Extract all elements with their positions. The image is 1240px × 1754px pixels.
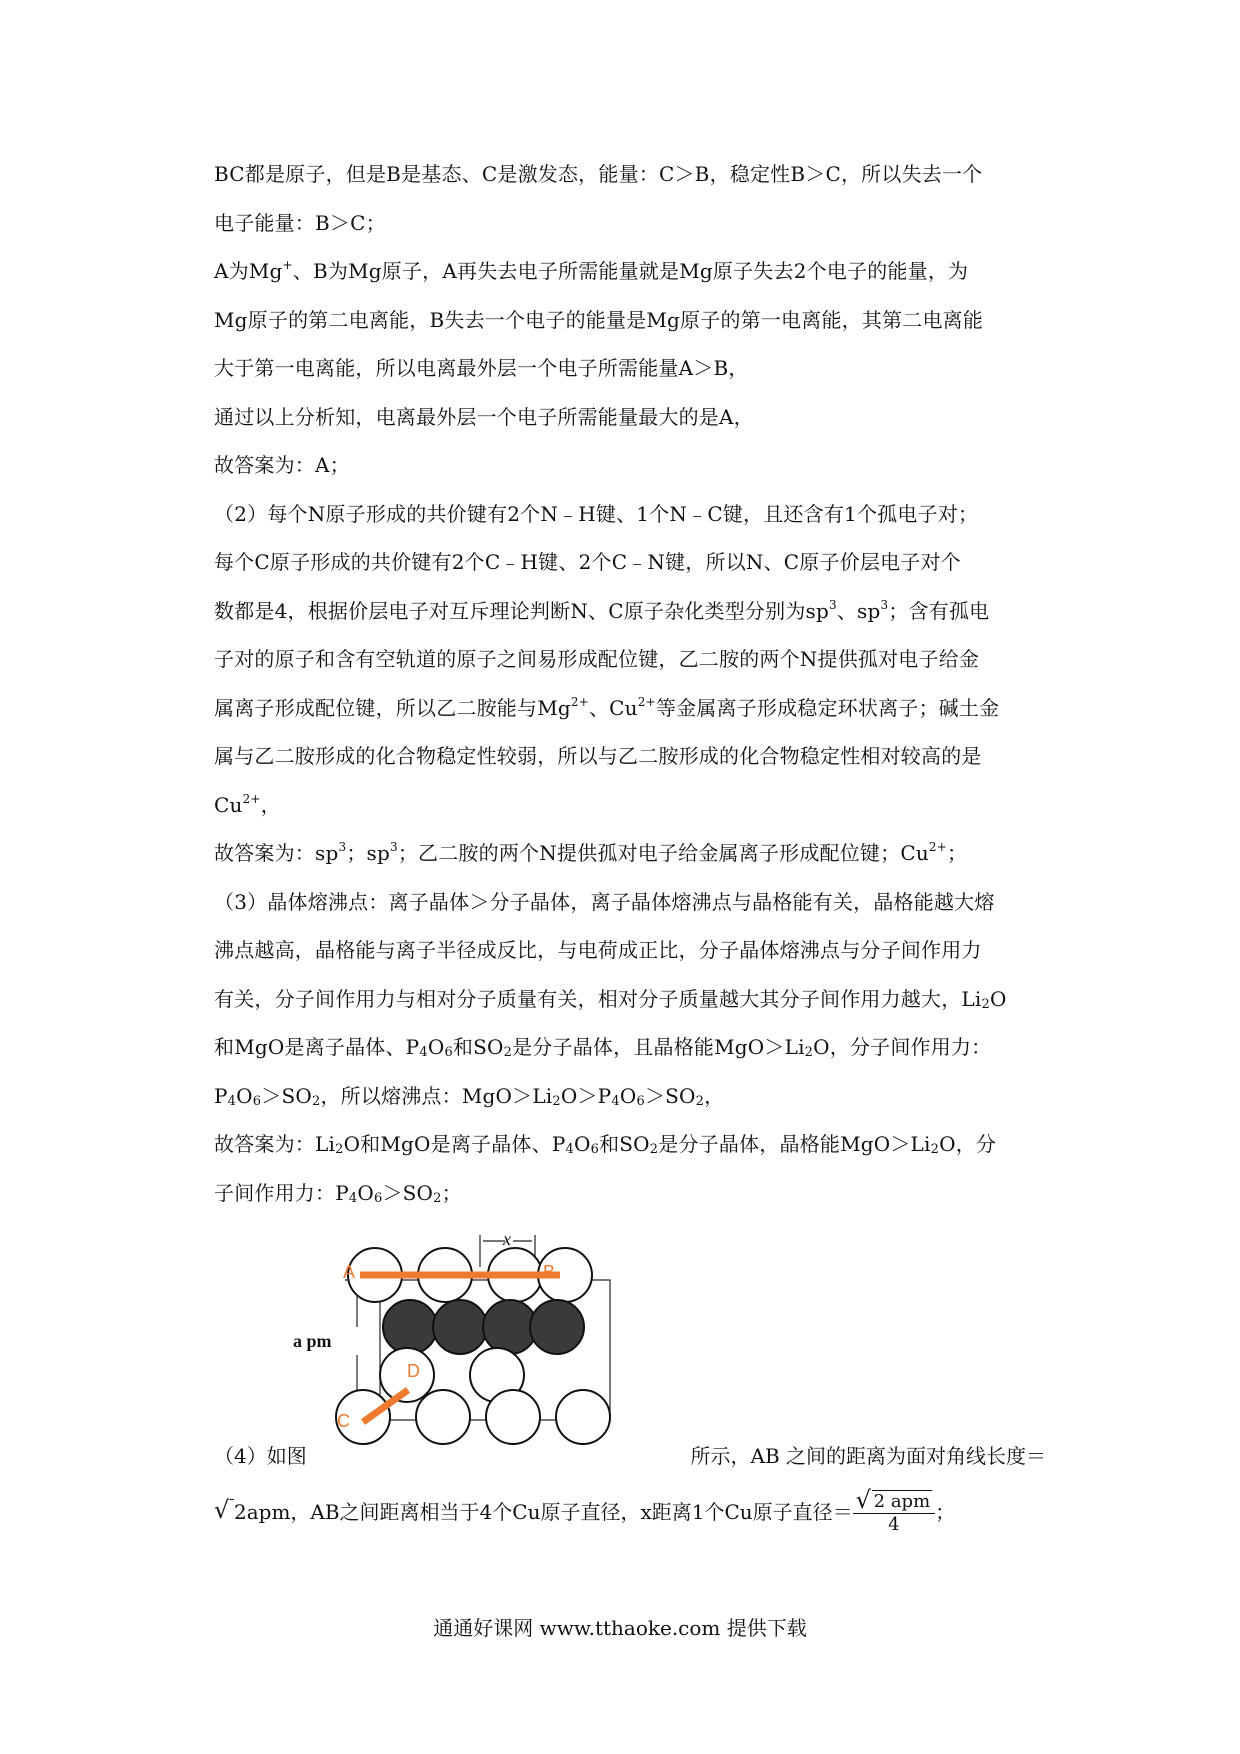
- text-line: 和MgO是离子晶体、$P_4O_6$和$SO_2$是分子晶体，且晶格能$MgO>Li_2O$，分子间作用力：: [214, 1035, 992, 1060]
- label-d: D: [407, 1361, 420, 1381]
- page-footer: 通通好课网 www.tthaoke.com 提供下载: [433, 1616, 807, 1640]
- label-c: C: [337, 1411, 350, 1431]
- text-line: A为Mg+、B为Mg原子，A再失去电子所需能量就是Mg原子失去2个电子的能量，为: [214, 258, 969, 283]
- text-line: 子对的原子和含有空轨道的原子之间易形成配位键，乙二胺的两个N提供孤对电子给金: [214, 647, 980, 671]
- fcc-face-diagram: [293, 1227, 645, 1467]
- text-line: 故答案为：A；: [214, 453, 350, 477]
- text-line: 每个C原子形成的共价键有2个C﹣H键、2个C﹣N键，所以N、C原子价层电子对个: [214, 550, 961, 574]
- crystal-figure: [293, 1227, 645, 1467]
- text-line: 属离子形成配位键，所以乙二胺能与$Mg^{2+}$、$Cu^{2+}$等金属离子形成稳定环状离子；碱土金: [214, 694, 1000, 720]
- text-line: 故答案为：$Li_2O$和MgO是离子晶体、$P_4O_6$和$SO_2$是分子晶体，晶格能$MgO>Li_2O$，分: [214, 1132, 997, 1157]
- text-line: 子间作用力：$P_4O_6>SO_2$；: [214, 1180, 462, 1206]
- text-line: $P_4O_6>SO_2$，所以熔沸点：$MgO>Li_2O>P_4O_6>SO_2$，: [214, 1083, 725, 1109]
- text-line: $Cu^{2+}$，: [214, 791, 281, 817]
- text-line: 电子能量：B＞C；: [214, 210, 386, 235]
- text-line: 沸点越高，晶格能与离子半径成反比，与电荷成正比，分子晶体熔沸点与分子间作用力: [214, 938, 982, 962]
- text-line: 有关，分子间作用力与相对分子质量有关，相对分子质量越大其分子间作用力越大，$Li_2O$: [214, 986, 1007, 1012]
- caption-left: （4）如图: [214, 1444, 307, 1468]
- label-apm: a pm: [293, 1331, 332, 1351]
- sqrt-symbol: √: [214, 1488, 234, 1536]
- fraction: √ 2 apm 4: [853, 1491, 936, 1536]
- text-line: 大于第一电离能，所以电离最外层一个电子所需能量A＞B，: [214, 356, 749, 380]
- text-line: 数都是4，根据价层电子对互斥理论判断N、C原子杂化类型分别为$sp^3$、$sp^3$；含有孤电: [214, 597, 990, 623]
- text-line: BC都是原子，但是B是基态、C是激发态，能量：C＞B，稳定性B＞C，所以失去一个: [214, 162, 983, 186]
- caption-right: 所示，AB 之间的距离为面对角线长度＝: [690, 1444, 1046, 1468]
- label-a: A: [343, 1262, 356, 1282]
- after-figure-line: √ 2apm，AB之间距离相当于4个Cu原子直径，x距离1个Cu原子直径＝ √ 2 apm 4 ；: [214, 1486, 956, 1535]
- text-line: 故答案为：$sp^3$；$sp^3$；乙二胺的两个N提供孤对电子给金属离子形成配位键；$Cu^{2+}$；: [214, 840, 968, 865]
- text-line: （3）晶体熔沸点：离子晶体＞分子晶体，离子晶体熔沸点与晶格能有关，晶格能越大熔: [214, 889, 995, 914]
- text-line: （2）每个N原子形成的共价键有2个N﹣H键、1个N﹣C键，且还含有1个孤电子对；: [214, 501, 979, 526]
- answer-text: [214, 150, 1046, 1217]
- text-line: 属与乙二胺形成的化合物稳定性较弱，所以与乙二胺形成的化合物稳定性相对较高的是: [214, 744, 982, 768]
- text-line: Mg原子的第二电离能，B失去一个电子的能量是Mg原子的第一电离能，其第二电离能: [214, 307, 984, 332]
- label-x: x: [503, 1229, 511, 1249]
- label-b: B: [543, 1262, 556, 1282]
- text-line: 通过以上分析知，电离最外层一个电子所需能量最大的是A，: [214, 404, 754, 429]
